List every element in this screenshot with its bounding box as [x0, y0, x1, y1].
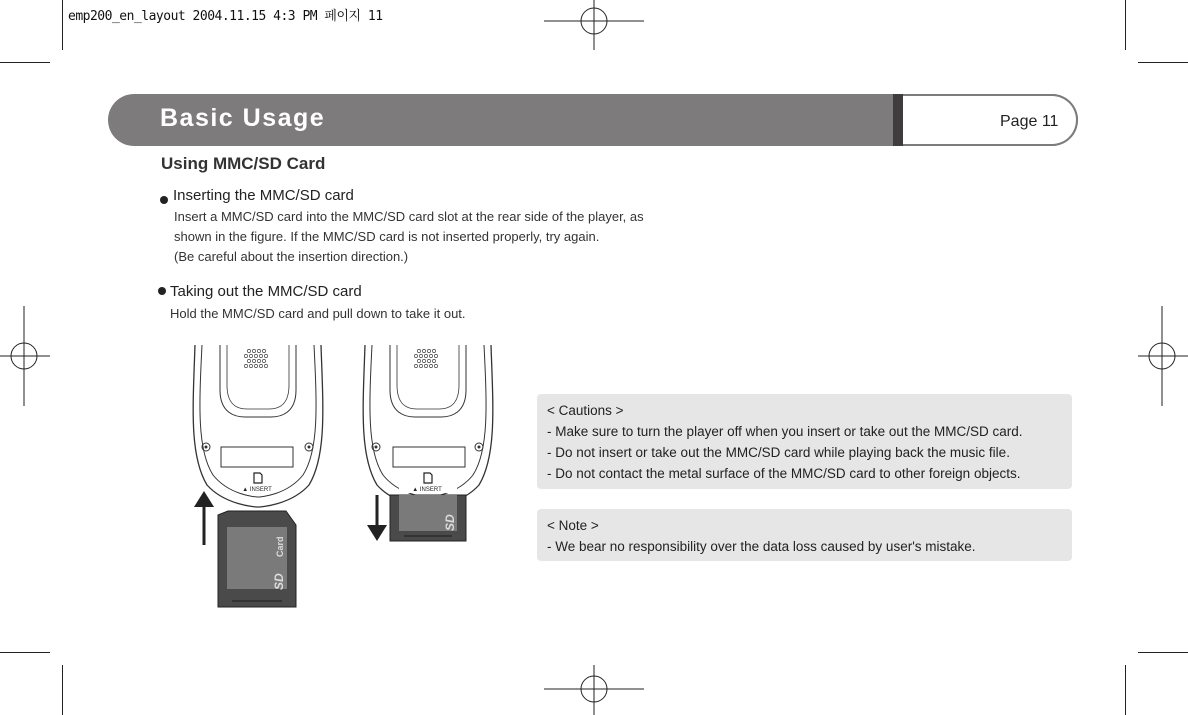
caution-line: - Do not insert or take out the MMC/SD card while playing back the music file. — [547, 445, 1010, 460]
instruction-line: Insert a MMC/SD card into the MMC/SD card slot at the rear side of the player, as — [174, 209, 644, 224]
registration-mark-right — [1138, 306, 1188, 406]
instruction-body — [170, 304, 466, 324]
instruction-line: (Be careful about the insertion direction.) — [174, 249, 409, 264]
registration-mark-bottom — [544, 665, 644, 715]
slot-label: ▲ INSERT — [242, 487, 272, 493]
bullet-icon — [158, 287, 166, 295]
registration-mark-top — [544, 0, 644, 50]
note-panel — [537, 509, 1072, 561]
caution-line: - Make sure to turn the player off when you insert or take out the MMC/SD card. — [547, 424, 1023, 439]
note-line: - We bear no responsibility over the data loss caused by user's mistake. — [547, 539, 976, 554]
remove-card-illustration — [355, 345, 505, 545]
cautions-panel — [537, 394, 1072, 489]
instruction-body — [174, 207, 644, 267]
instruction-heading: Taking out the MMC/SD card — [170, 283, 362, 300]
instruction-line: shown in the figure. If the MMC/SD card is not inserted properly, try again. — [174, 229, 600, 244]
page-title: Basic Usage — [160, 104, 326, 132]
caution-line: - Do not contact the metal surface of the MMC/SD card to other foreign objects. — [547, 466, 1021, 481]
registration-mark-left — [0, 306, 50, 406]
sd-logo: SD — [272, 573, 286, 590]
card-label: Card — [275, 536, 285, 557]
instruction-line: Hold the MMC/SD card and pull down to take it out. — [170, 306, 466, 321]
slot-label: ▲ INSERT — [412, 487, 442, 493]
page-number: Page 11 — [1000, 113, 1059, 130]
cautions-title: < Cautions > — [547, 403, 624, 418]
instruction-heading: Inserting the MMC/SD card — [173, 187, 354, 204]
insert-card-illustration — [185, 345, 335, 613]
header-divider — [893, 94, 903, 146]
bullet-icon — [160, 196, 168, 204]
sd-logo: SD — [443, 514, 457, 531]
section-title: Using MMC/SD Card — [161, 154, 326, 173]
note-title: < Note > — [547, 518, 599, 533]
print-slug: emp200_en_layout 2004.11.15 4:3 PM 페이지 11 — [68, 9, 383, 24]
